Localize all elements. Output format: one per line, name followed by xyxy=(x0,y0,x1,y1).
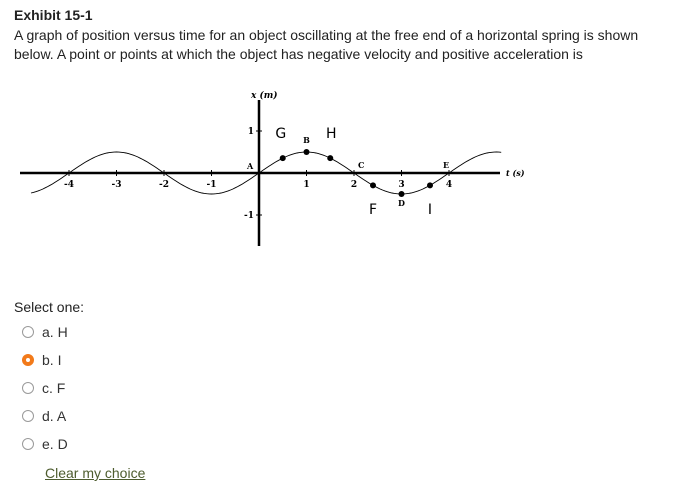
position-time-graph xyxy=(0,86,687,256)
marked-point xyxy=(370,182,376,188)
point-label-c: C xyxy=(358,160,365,170)
t-axis-label: t (s) xyxy=(506,168,525,178)
question-text: A graph of position versus time for an object oscillating at the free end of a horizontal spring is shown below. A point or points at which the object has negative velocity and positive acceleration is xyxy=(14,27,639,62)
option-a-label: a. H xyxy=(42,324,68,340)
option-e-label: e. D xyxy=(42,436,68,452)
answer-options xyxy=(22,318,68,458)
tick-label-t: -3 xyxy=(111,180,122,190)
handwritten-label-h: H xyxy=(325,126,337,142)
tick-label-t: 1 xyxy=(303,180,310,190)
point-label-b: B xyxy=(303,135,310,145)
radio-d[interactable] xyxy=(22,410,34,422)
point-label-a: A xyxy=(247,161,254,171)
radio-a[interactable] xyxy=(22,326,34,338)
option-b[interactable] xyxy=(22,346,68,374)
radio-e[interactable] xyxy=(22,438,34,450)
handwritten-label-i: I xyxy=(427,202,433,218)
option-d-label: d. A xyxy=(42,408,67,424)
option-c[interactable] xyxy=(22,374,68,402)
x-axis-label: x (m) xyxy=(251,91,278,101)
option-e[interactable] xyxy=(22,430,68,458)
tick-label-t: -1 xyxy=(206,180,217,190)
tick-label-t: 2 xyxy=(350,180,358,190)
marked-point xyxy=(327,155,333,161)
handwritten-label-f: F xyxy=(368,202,378,218)
marked-point xyxy=(427,182,433,188)
handwritten-label-g: G xyxy=(275,126,287,142)
point-label-e: E xyxy=(443,160,450,170)
option-c-label: c. F xyxy=(42,380,66,396)
radio-c[interactable] xyxy=(22,382,34,394)
select-one-label: Select one: xyxy=(14,299,85,315)
radio-b[interactable] xyxy=(22,354,34,366)
option-d[interactable] xyxy=(22,402,68,430)
option-b-label: b. I xyxy=(42,352,62,368)
point-label-d: D xyxy=(398,198,405,208)
tick-label-t: 4 xyxy=(445,180,453,190)
tick-label-t: 3 xyxy=(398,180,405,190)
tick-label-x: -1 xyxy=(244,211,254,221)
option-a[interactable] xyxy=(22,318,68,346)
exhibit-title: Exhibit 15-1 xyxy=(14,7,93,23)
tick-label-t: -4 xyxy=(64,180,74,190)
marked-point xyxy=(304,149,310,155)
tick-label-t: -2 xyxy=(159,180,169,190)
tick-label-x: 1 xyxy=(247,127,254,137)
clear-choice-link[interactable]: Clear my choice xyxy=(45,465,146,481)
marked-point xyxy=(399,191,405,197)
marked-point xyxy=(280,155,286,161)
